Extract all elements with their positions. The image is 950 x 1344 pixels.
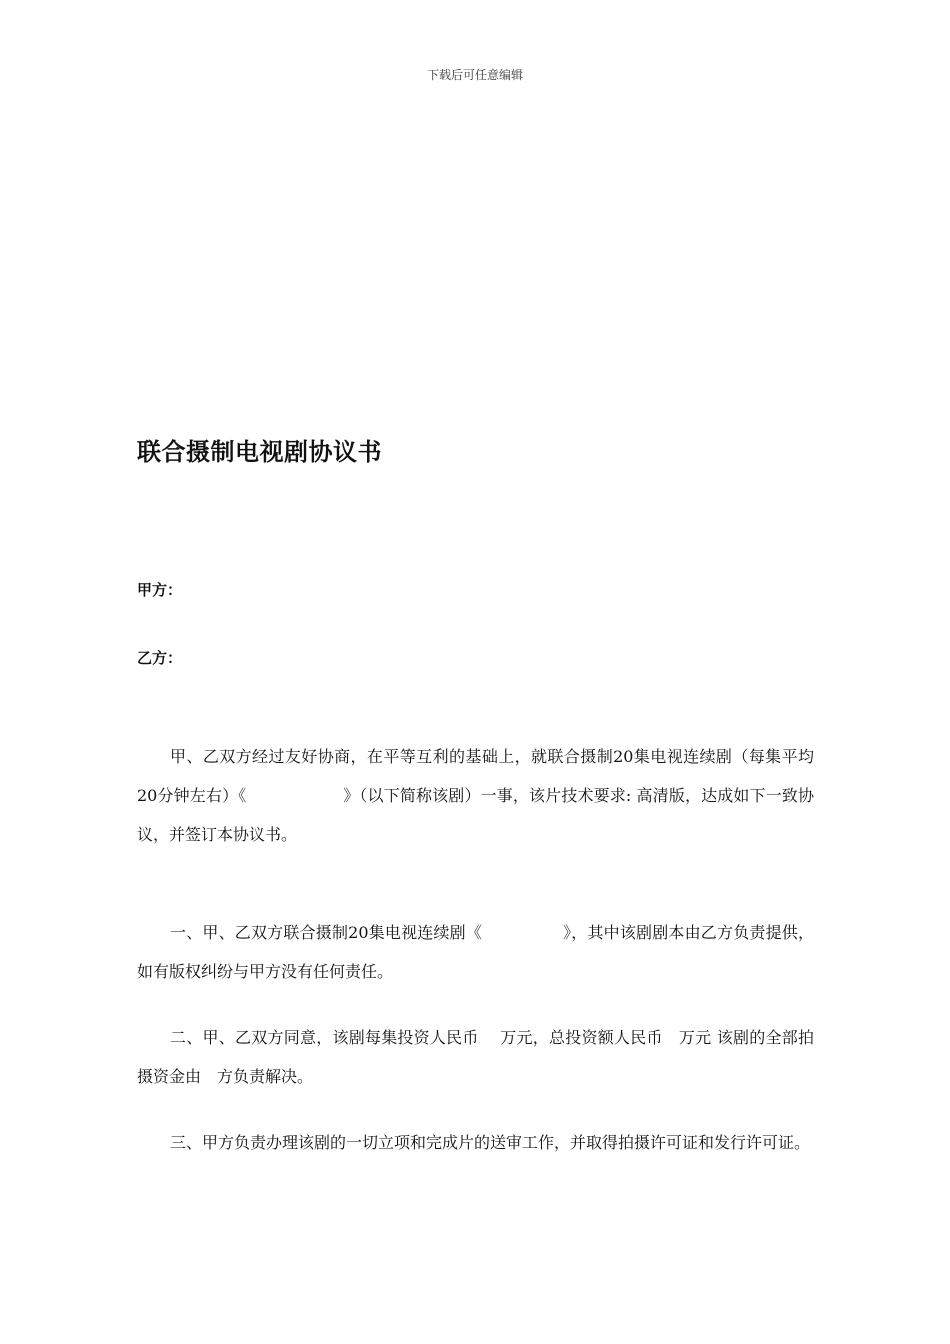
party-b-label: 乙方： [137,649,183,667]
clause-3: 三、甲方负责办理该剧的一切立项和完成片的送审工作，并取得拍摄许可证和发行许可证。 [170,1133,811,1152]
document-title: 联合摄制电视剧协议书 [137,438,382,466]
clause-2: 二、甲、乙双方同意，该剧每集投资人民币 万元，总投资额人民币 万元 该剧的全部拍摄资金由 方负责解决。 [137,1028,814,1086]
header-note: 下载后可任意编辑 [426,68,523,82]
party-a-label: 甲方： [137,581,183,599]
clause-1: 一、甲、乙双方联合摄制20集电视连续剧《 》，其中该剧剧本由乙方负责提供，如有版权纠纷与甲方没有任何责任。 [137,923,814,981]
intro-paragraph: 甲、乙双方经过友好协商，在平等互利的基础上，就联合摄制20集电视连续剧（每集平均20分钟左右）《 》（以下简称该剧）一事，该片技术要求: 高清版，达成如下一致协议，并签订本协议书。 [137,747,814,844]
